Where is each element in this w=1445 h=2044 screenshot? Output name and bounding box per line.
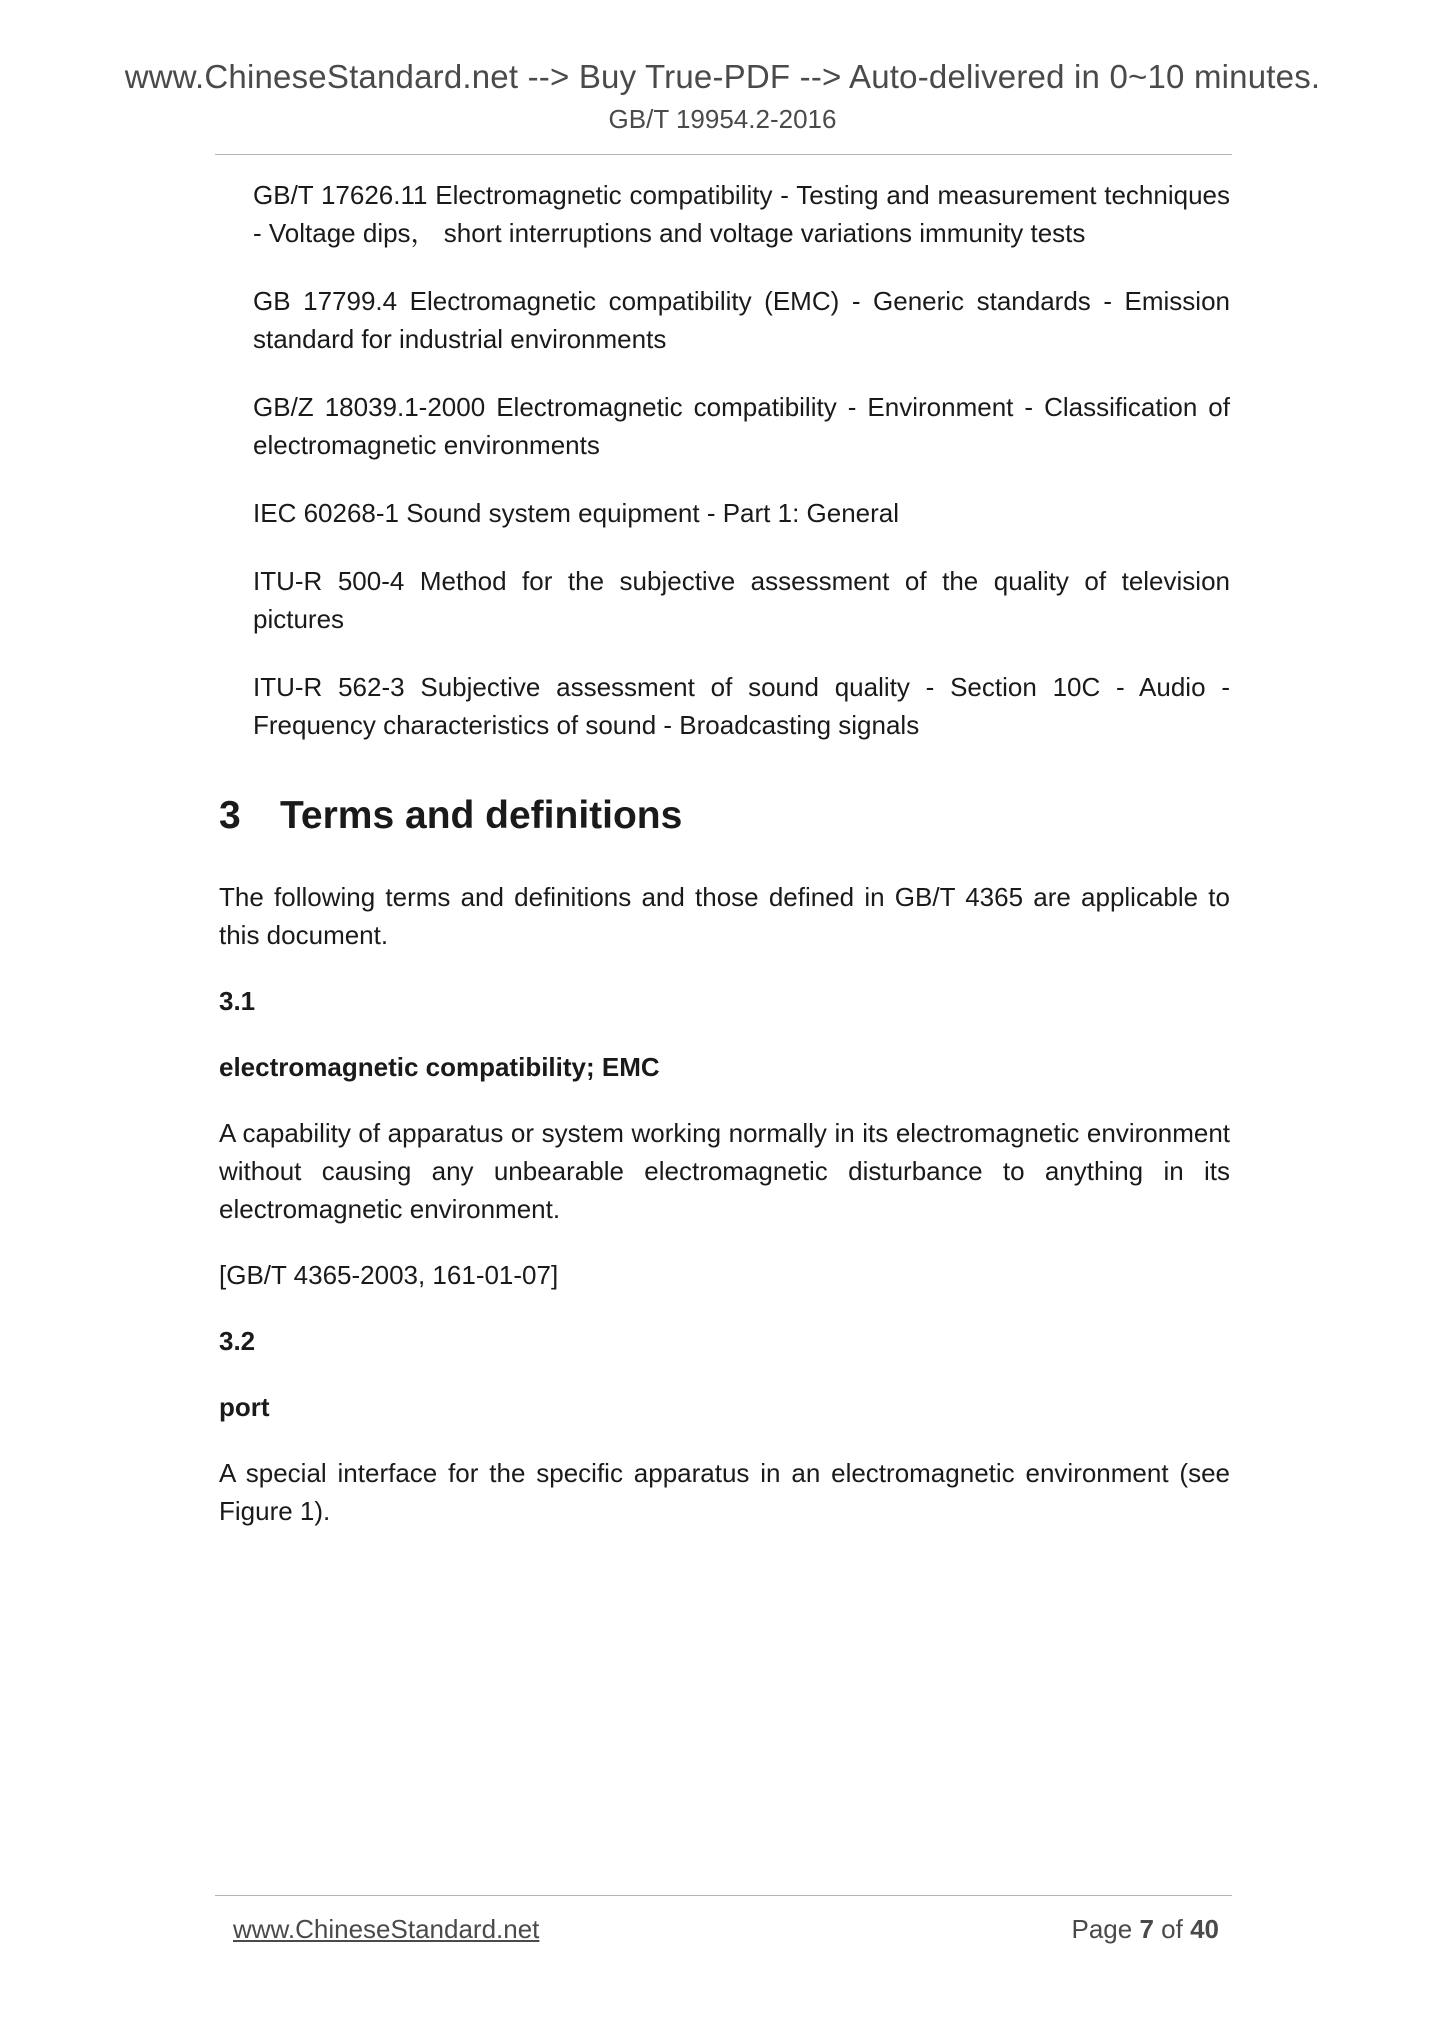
reference-item: ITU-R 500-4 Method for the subjective assessment of the quality of television pictures [253, 566, 1230, 634]
section-intro: The following terms and definitions and those defined in GB/T 4365 are applicable to this document. [219, 882, 1230, 950]
page-current: 7 [1139, 1914, 1154, 1944]
section-title: Terms and definitions [280, 794, 683, 837]
term-number: 3.1 [219, 986, 256, 1016]
term-name: port [219, 1392, 270, 1422]
page-of: of [1161, 1914, 1183, 1944]
term-number: 3.2 [219, 1326, 256, 1356]
term-name: electromagnetic compatibility; EMC [219, 1052, 660, 1082]
page-prefix: Page [1071, 1914, 1133, 1944]
reference-item: GB 17799.4 Electromagnetic compatibility (EMC) - Generic standards - Emission standard for industrial environments [253, 286, 1230, 354]
header-divider [215, 154, 1232, 155]
term-definition: A capability of apparatus or system working normally in its electromagnetic environment without causing any unbearable electromagnetic disturbance to anything in its electromagnetic environment. [219, 1118, 1230, 1224]
page-body [219, 176, 1230, 1558]
page-indicator [1071, 1914, 1219, 1945]
reference-item: GB/Z 18039.1-2000 Electromagnetic compatibility - Environment - Classification of electromagnetic environments [253, 392, 1230, 460]
standard-id: GB/T 19954.2-2016 [608, 104, 837, 134]
header-banner: www.ChineseStandard.net --> Buy True-PDF --> Auto-delivered in 0~10 minutes. [124, 58, 1321, 95]
term-definition: A special interface for the specific apparatus in an electromagnetic environment (see Figure 1). [219, 1458, 1230, 1526]
section-heading [219, 792, 1230, 840]
section-number: 3 [219, 794, 241, 837]
footer-website-link[interactable]: www.ChineseStandard.net [233, 1914, 540, 1944]
reference-item: ITU-R 562-3 Subjective assessment of sound quality - Section 10C - Audio - Frequency characteristics of sound - Broadcasting signals [253, 672, 1230, 740]
term-source: [GB/T 4365-2003, 161-01-07] [219, 1260, 559, 1290]
reference-item: GB/T 17626.11 Electromagnetic compatibility - Testing and measurement techniques - Voltage dips， short interruptions and voltage variations immunity tests [253, 180, 1230, 248]
page-total: 40 [1190, 1914, 1219, 1944]
footer-divider [215, 1895, 1232, 1896]
reference-item: IEC 60268-1 Sound system equipment - Part 1: General [253, 498, 900, 528]
